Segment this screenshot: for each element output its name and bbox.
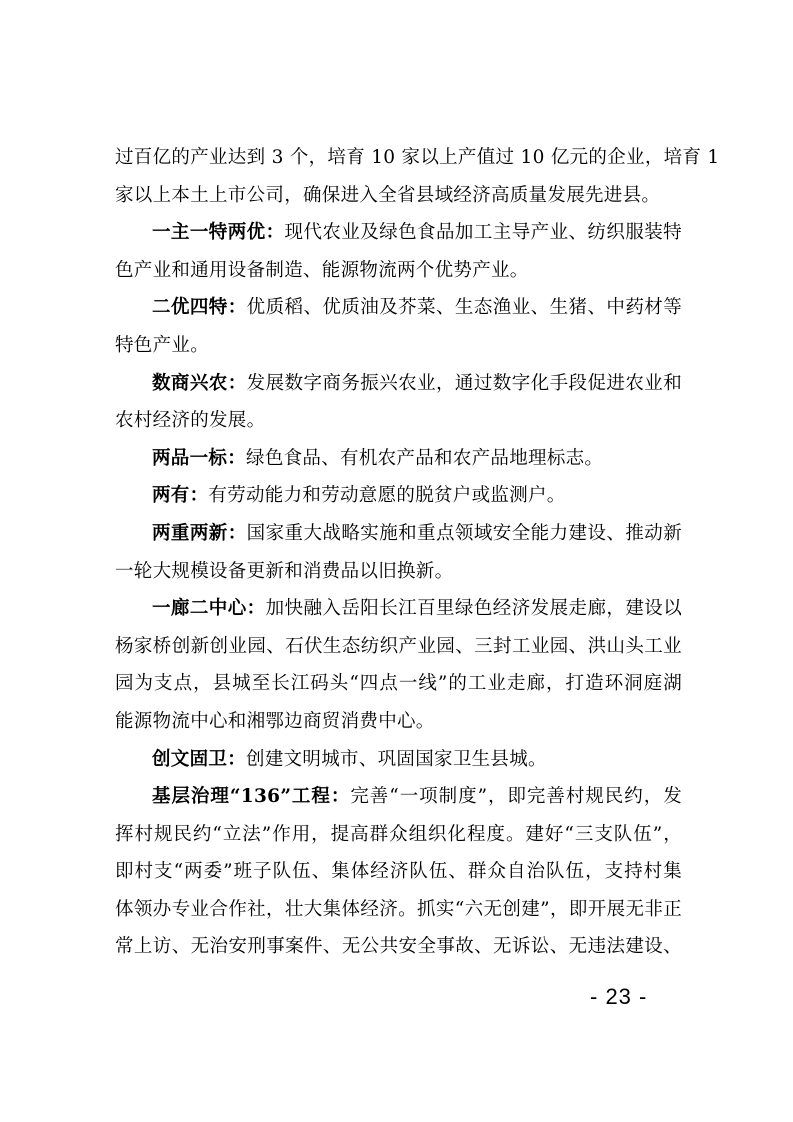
page-number: - 23 - <box>590 984 648 1009</box>
text-line: 即村支“两委”班子队伍、集体经济队伍、群众自治队伍，支持村集 <box>115 861 682 883</box>
glossary-entry <box>115 778 682 816</box>
glossary-term: 基层治理“136”工程： <box>152 786 351 808</box>
glossary-term: 两品一标： <box>152 447 247 469</box>
glossary-entry <box>115 365 682 403</box>
text-line: 体领办专业合作社，壮大集体经济。抓实“六无创建”，即开展无非正 <box>115 898 682 920</box>
glossary-entry <box>115 289 682 327</box>
glossary-term: 两重两新： <box>152 522 247 544</box>
glossary-entry <box>115 741 682 779</box>
text-line: 园为支点，县城至长江码头“四点一线”的工业走廊，打造环洞庭湖 <box>115 673 682 695</box>
text-line: 色产业和通用设备制造、能源物流两个优势产业。 <box>115 259 529 281</box>
text-line: 能源物流中心和湘鄂边商贸消费中心。 <box>115 710 435 732</box>
glossary-definition: 完善“一项制度”，即完善村规民约，发 <box>350 786 682 808</box>
glossary-definition: 创建文明城市、巩固国家卫生县城。 <box>246 748 547 770</box>
glossary-entry <box>115 440 682 478</box>
text-line: 一轮大规模设备更新和消费品以旧换新。 <box>115 560 454 582</box>
text-line: 杨家桥创新创业园、石伏生态纺织产业园、三封工业园、洪山头工业 <box>115 635 682 657</box>
text-line: 家以上本土上市公司，确保进入全省县域经济高质量发展先进县。 <box>115 184 661 206</box>
document-body <box>115 139 720 966</box>
glossary-term: 两有： <box>152 485 209 507</box>
glossary-entry <box>115 214 682 252</box>
text-line: 特色产业。 <box>115 334 210 356</box>
glossary-definition: 国家重大战略实施和重点领域安全能力建设、推动新 <box>246 522 682 544</box>
glossary-definition: 绿色食品、有机农产品和农产品地理标志。 <box>246 447 604 469</box>
text-line: 挥村规民约“立法”作用，提高群众组织化程度。建好“三支队伍”， <box>115 823 682 845</box>
glossary-term: 一廊二中心： <box>152 598 266 620</box>
text-line: 过百亿的产业达到 3 个，培育 10 家以上产值过 10 亿元的企业，培育 1 <box>115 147 720 168</box>
glossary-definition: 发展数字商务振兴农业，通过数字化手段促进农业和 <box>246 372 682 394</box>
glossary-entry <box>115 477 682 515</box>
glossary-definition: 有劳动能力和劳动意愿的脱贫户或监测户。 <box>208 485 566 507</box>
glossary-term: 创文固卫： <box>152 748 247 770</box>
glossary-term: 二优四特： <box>152 297 247 319</box>
glossary-term: 数商兴农： <box>152 372 247 394</box>
text-line: 常上访、无治安刑事案件、无公共安全事故、无诉讼、无违法建设、 <box>115 936 682 958</box>
glossary-term: 一主一特两优： <box>152 222 285 244</box>
glossary-definition: 加快融入岳阳长江百里绿色经济发展走廊，建设以 <box>265 598 682 620</box>
glossary-definition: 优质稻、优质油及芥菜、生态渔业、生猪、中药材等 <box>246 297 682 319</box>
text-line: 农村经济的发展。 <box>115 410 266 432</box>
glossary-definition: 现代农业及绿色食品加工主导产业、纺织服装特 <box>284 222 682 244</box>
glossary-entry <box>115 590 682 628</box>
glossary-entry <box>115 515 682 553</box>
